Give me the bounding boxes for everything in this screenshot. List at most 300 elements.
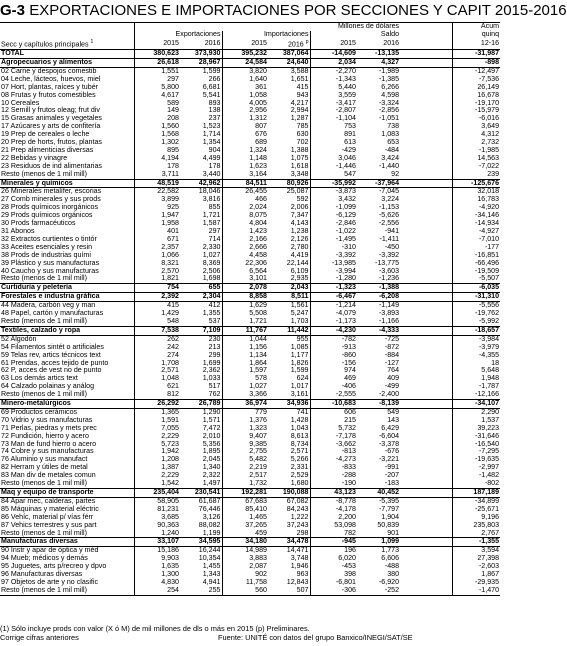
imports-2016-cell: 415 — [296, 82, 309, 91]
saldo-2016-cell: 6,606 — [381, 554, 400, 563]
acum-cell: -19,635 — [452, 456, 500, 464]
exports-2015-cell: 2,229 — [134, 433, 180, 441]
row-label: 63 Los demás artics text — [1, 374, 78, 383]
saldo-2015-cell: -1,343 — [310, 76, 357, 84]
exports-2016-cell: 2,304 — [180, 293, 222, 302]
imports-2016-cell: 1,599 — [290, 366, 309, 375]
exports-2015-cell: 2,357 — [134, 244, 180, 252]
saldo-2016-cell: -499 — [384, 382, 400, 391]
imports-2016-cell: 741 — [296, 407, 309, 416]
saldo-2016-cell: -1,236 — [357, 275, 400, 283]
imports-2015-cell: 9,407 — [222, 433, 268, 441]
saldo-2015-cell: -813 — [310, 448, 357, 456]
saldo-2015-cell: -35,992 — [310, 179, 357, 188]
imports-2016-cell: 7,347 — [290, 211, 309, 220]
row-label: 96 Manufacturas diversas — [1, 570, 83, 579]
exports-2015-cell: 274 — [134, 352, 180, 360]
row-label: 64 Calzado polainas y análog — [1, 382, 95, 391]
saldo-2015-cell: 196 — [310, 547, 357, 555]
imports-2015-cell: 2,166 — [222, 236, 268, 244]
exports-2016-cell: 34,595 — [180, 538, 222, 547]
source-note: Fuente: UNITÉ con datos del grupo Banxico/INEGI/SAT/SE — [218, 633, 413, 642]
saldo-2016-cell: -183 — [357, 480, 400, 488]
row-label: Resto (menos de 1 mil mill) — [0, 530, 134, 538]
acum-cell: 3,649 — [452, 123, 500, 131]
exports-2016-cell: 904 — [208, 145, 221, 154]
imports-2015-cell: 6,564 — [222, 268, 268, 276]
imports-2015-cell: 8,858 — [222, 293, 268, 302]
exports-2016-cell: 1,721 — [202, 211, 221, 220]
acum-cell: 1,948 — [452, 375, 500, 383]
acum-cell: 16,678 — [452, 92, 500, 100]
row-label: Resto (menos de 1 mil mill) — [0, 480, 134, 488]
acum-cell: 1,537 — [452, 417, 500, 425]
saldo-2016-cell: 653 — [387, 138, 400, 147]
imports-2016-cell: 1,075 — [290, 153, 309, 162]
exports-2016-cell: 230 — [208, 334, 221, 343]
row-label: 39 Plástico y sus manufacturas — [1, 258, 100, 267]
imports-2015-cell: 5,482 — [222, 456, 268, 464]
saldo-2016-cell: -207 — [384, 471, 400, 480]
imports-2015-cell: 1,597 — [222, 367, 268, 375]
acum-cell: 239 — [452, 171, 500, 179]
saldo-2016-cell: -7,045 — [378, 187, 400, 196]
acum-cell: 235,803 — [452, 522, 500, 530]
imports-2016-cell: 387,064 — [268, 50, 310, 59]
saldo-2016-cell: -3,221 — [378, 455, 400, 464]
saldo-2015-cell: 782 — [310, 530, 357, 538]
row-label: Resto (menos de 1 mil mill) — [0, 587, 134, 595]
row-label: 69 Productos cerámicos — [1, 407, 78, 416]
exports-2016-cell: 18,046 — [198, 187, 221, 196]
imports-header: Importaciones — [222, 31, 310, 39]
imports-2016-cell: 5,266 — [290, 455, 309, 464]
exports-2016-cell: 3,816 — [202, 195, 221, 204]
row-label: Manufacturas diversas — [0, 538, 134, 547]
saldo-2015-cell: -7,178 — [310, 433, 357, 441]
exports-2015-cell: 4,194 — [134, 155, 180, 163]
acum-cell: 3,594 — [452, 547, 500, 555]
acum-cell: 18 — [452, 360, 500, 368]
saldo-2016-cell: -488 — [384, 562, 400, 571]
exports-2016-cell: 237 — [208, 114, 221, 123]
exports-2015-cell: 15,186 — [134, 547, 180, 555]
imports-2015-cell: 2,517 — [222, 472, 268, 480]
exports-2015-cell: 1,635 — [134, 563, 180, 571]
imports-2016-cell: 14,471 — [286, 546, 309, 555]
acum-cell: 2,767 — [452, 530, 500, 538]
saldo-2016-cell: -1,388 — [357, 284, 400, 293]
acum-cell: 4,312 — [452, 131, 500, 139]
saldo-2015-cell: -3,994 — [310, 268, 357, 276]
exports-2015-cell: 1,551 — [134, 67, 180, 75]
exports-2016-cell: 5,356 — [202, 439, 221, 448]
exports-2015-cell: 297 — [134, 76, 180, 84]
acum-cell: -177 — [452, 244, 500, 252]
row-label: 28 Prods químicos inorgánicos — [1, 203, 98, 212]
saldo-2015-cell: -306 — [310, 587, 357, 595]
saldo-2016-cell: 6,429 — [381, 423, 400, 432]
acum-cell: -31,310 — [452, 293, 500, 302]
imports-2016-cell: 2,043 — [268, 284, 310, 293]
exports-2015-cell: 621 — [134, 383, 180, 391]
exports-2016-cell: 178 — [208, 161, 221, 170]
exports-2016-cell: 1,343 — [202, 570, 221, 579]
exports-2015-cell: 235,404 — [134, 489, 180, 498]
imports-2016-cell: 84,243 — [286, 504, 309, 513]
exports-2015-cell: 548 — [134, 318, 180, 326]
saldo-2015-cell: 53,098 — [310, 522, 357, 530]
saldo-2016-cell: 3,424 — [381, 153, 400, 162]
saldo-2016-cell: -2,856 — [378, 106, 400, 115]
exports-2015-cell: 48,519 — [134, 179, 180, 188]
saldo-2015-cell: -156 — [310, 360, 357, 368]
saldo-2016-cell: 1,904 — [381, 512, 400, 521]
acum-cell: 9,196 — [452, 514, 500, 522]
saldo-2015-cell: -1,280 — [310, 275, 357, 283]
acum-cell: -31,987 — [452, 50, 500, 59]
imports-2016-cell: 2,935 — [268, 275, 310, 283]
saldo-2015-cell: -190 — [310, 480, 357, 488]
imports-2016-cell: 12,843 — [286, 577, 309, 586]
footnote: (1) Sólo incluye prods con valor (X ó M) de mil millones de dls o más en 2015 (p) Preliminares. — [0, 624, 310, 633]
saldo-2015-cell: -1,495 — [310, 236, 357, 244]
exports-2015-cell: 812 — [134, 391, 180, 399]
imports-2015-cell: 466 — [222, 196, 268, 204]
saldo-2016-cell: -872 — [384, 342, 400, 351]
saldo-2016-cell: -1,149 — [378, 301, 400, 310]
resto-row — [0, 171, 500, 179]
imports-2015-cell: 560 — [222, 587, 268, 595]
imports-2016-cell: 34,936 — [268, 400, 310, 409]
acum-cell: -898 — [452, 58, 500, 67]
imports-2016-cell: 37,243 — [286, 520, 309, 529]
saldo-2015-cell: 6,020 — [310, 555, 357, 563]
row-label: 94 Mueb; médicos y demás — [1, 554, 88, 563]
row-label: 29 Prods químicos orgánicos — [1, 211, 93, 220]
saldo-2016-cell: -6,208 — [357, 293, 400, 302]
exports-2015-cell: 242 — [134, 344, 180, 352]
exports-2016-cell: 1,587 — [202, 219, 221, 228]
imports-2015-cell: 1,732 — [222, 480, 268, 488]
imports-2015-cell: 9,385 — [222, 441, 268, 449]
imports-2015-cell: 1,312 — [222, 115, 268, 123]
exports-2016-cell: 1,599 — [202, 66, 221, 75]
imports-2015-cell: 8,075 — [222, 212, 268, 220]
acum-cell: -802 — [452, 480, 500, 488]
exports-2016-cell: 255 — [180, 587, 222, 595]
row-label: 44 Madera, carbón veg y man — [1, 301, 96, 310]
imports-2016-cell: 2,331 — [290, 463, 309, 472]
saldo-2016-cell: 40,452 — [357, 489, 400, 498]
row-label: 07 Hort, plantas, raíces y tubér — [1, 82, 98, 91]
imports-2016-cell: 4,217 — [290, 98, 309, 107]
exports-2015-cell: 3,899 — [134, 196, 180, 204]
saldo-2016-cell: -8,139 — [357, 400, 400, 409]
exports-2016-cell: 655 — [180, 284, 222, 293]
row-label: TOTAL — [0, 50, 134, 59]
imports-2016-cell: 34,478 — [268, 538, 310, 547]
acum-cell: 2,732 — [452, 139, 500, 147]
imports-2016-cell: 3,161 — [268, 391, 310, 399]
saldo-2015-cell: -1,022 — [310, 228, 357, 236]
exports-2015-cell: 1,429 — [134, 310, 180, 318]
saldo-2015-cell: -2,555 — [310, 391, 357, 399]
imports-2016-cell: 3,348 — [268, 171, 310, 179]
year-2016-saldo: 2016 — [357, 39, 400, 50]
row-label: 86 Vehíc, material p/ vías férr — [1, 512, 94, 521]
exports-2015-cell: 589 — [134, 100, 180, 108]
row-label: 40 Caucho y sus manufacturas — [1, 266, 99, 275]
acum-cell: -5,992 — [452, 318, 500, 326]
row-label: Resto (menos de 1 mil mill) — [0, 275, 134, 283]
acum-cell: -14,934 — [452, 220, 500, 228]
exports-2015-cell: 671 — [134, 236, 180, 244]
saldo-2015-cell: -945 — [310, 538, 357, 547]
acum-cell: -7,010 — [452, 236, 500, 244]
saldo-header: Saldo — [310, 31, 400, 39]
saldo-2016-cell: -5,395 — [378, 496, 400, 505]
row-label: 83 Man div de metales comun — [1, 471, 96, 480]
acum-cell: 2,290 — [452, 408, 500, 416]
imports-2016-cell: 22,144 — [286, 258, 309, 267]
row-label: 21 Prep alimenticias diversas — [1, 145, 94, 154]
row-label: Minero-metalúrgicos — [0, 400, 134, 409]
row-label: 04 Leche, lácteos, huevos, miel — [1, 74, 101, 83]
acum-cell: -125,676 — [452, 179, 500, 188]
imports-2015-cell: 1,134 — [222, 352, 268, 360]
exports-2016-cell: 1,033 — [202, 374, 221, 383]
saldo-2015-cell: -3,417 — [310, 100, 357, 108]
imports-2016-cell: 24,640 — [268, 58, 310, 67]
imports-2015-cell: 1,027 — [222, 383, 268, 391]
saldo-2016-cell: -3,378 — [378, 439, 400, 448]
imports-2016-cell: 8,511 — [268, 293, 310, 302]
saldo-2016-cell: 1,083 — [381, 130, 400, 139]
imports-2015-cell: 395,232 — [222, 50, 268, 59]
exports-2015-cell: 1,365 — [134, 408, 180, 416]
exports-2016-cell: 1,571 — [202, 415, 221, 424]
acum-cell: -2,603 — [452, 563, 500, 571]
row-label: 61 Prendas, acces tejido de punto — [1, 358, 109, 367]
imports-2016-cell: 1,561 — [290, 301, 309, 310]
saldo-2015-cell: -2,846 — [310, 220, 357, 228]
saldo-2016-cell: -941 — [384, 227, 400, 236]
saldo-2015-cell: -1,173 — [310, 318, 357, 326]
row-label: 20 Prep de horts, frutos, plantas — [1, 138, 102, 147]
saldo-2015-cell: -453 — [310, 563, 357, 571]
exports-2016-cell: 1,523 — [202, 122, 221, 131]
imports-2015-cell: 807 — [222, 123, 268, 131]
exports-2016-cell: 2,506 — [202, 266, 221, 275]
imports-2015-cell: 2,956 — [222, 107, 268, 115]
exports-2015-cell: 2,570 — [134, 268, 180, 276]
exports-2015-cell: 5,723 — [134, 441, 180, 449]
imports-2015-cell: 1,629 — [222, 302, 268, 310]
acum-cell: 5,648 — [452, 367, 500, 375]
exports-2015-cell: 1,387 — [134, 464, 180, 472]
saldo-2015-cell: -4,230 — [310, 326, 357, 335]
exports-2015-cell: 149 — [134, 107, 180, 115]
exports-2016-cell: 2,330 — [202, 242, 221, 251]
imports-2015-cell: 2,666 — [222, 244, 268, 252]
exports-2015-cell: 26,618 — [134, 58, 180, 67]
exports-2015-cell: 925 — [134, 204, 180, 212]
saldo-2015-cell: -3,873 — [310, 188, 357, 196]
quinq-header: quinq — [452, 31, 500, 39]
imports-2015-cell: 67,683 — [222, 497, 268, 505]
saldo-2015-cell: -14,609 — [310, 50, 357, 59]
range-header: 12-16 — [452, 39, 500, 50]
exports-2015-cell: 1,958 — [134, 220, 180, 228]
saldo-2015-cell: 2,034 — [310, 58, 357, 67]
exports-2016-cell: 2,362 — [202, 366, 221, 375]
row-label: Forestales e industria gráfica — [0, 293, 134, 302]
saldo-2015-cell: -913 — [310, 344, 357, 352]
saldo-2016-cell: -6,920 — [378, 577, 400, 586]
row-label: 32 Extractos curtientes o tintór — [1, 234, 97, 243]
exports-2015-cell: 754 — [134, 284, 180, 293]
exports-2015-cell: 1,208 — [134, 456, 180, 464]
saldo-2016-cell: -13,775 — [375, 258, 400, 267]
exports-2015-cell: 1,302 — [134, 139, 180, 147]
row-label-header: Secc y capítulos principales $^1$ — [0, 39, 134, 50]
imports-2015-cell: 2,755 — [222, 448, 268, 456]
imports-2016-cell: 8,734 — [290, 439, 309, 448]
saldo-2015-cell: 613 — [310, 139, 357, 147]
exports-2016-cell: 7,109 — [180, 326, 222, 335]
imports-2016-cell: 1,826 — [290, 358, 309, 367]
acum-cell: -4,355 — [452, 352, 500, 360]
imports-2015-cell: 1,324 — [222, 147, 268, 155]
acum-cell: 27,398 — [452, 555, 500, 563]
acum-cell: 26,149 — [452, 84, 500, 92]
exports-2016-cell: 3,126 — [202, 512, 221, 521]
acum-cell: 39,223 — [452, 425, 500, 433]
imports-2016-cell: 1,287 — [290, 114, 309, 123]
saldo-2016-cell: -3,603 — [378, 266, 400, 275]
imports-2016-cell: 507 — [268, 587, 310, 595]
imports-2016-cell: 4,419 — [290, 250, 309, 259]
saldo-2016-cell: -884 — [384, 350, 400, 359]
imports-2015-cell: 2,024 — [222, 204, 268, 212]
exports-2015-cell: 7,055 — [134, 425, 180, 433]
saldo-2016-cell: -37,964 — [357, 179, 400, 188]
saldo-2015-cell: -1,099 — [310, 204, 357, 212]
acum-cell: -19,762 — [452, 310, 500, 318]
row-label: 85 Máquinas y material eléctric — [1, 504, 99, 513]
units-header: Millones de dólares — [134, 23, 400, 31]
exports-2016-cell: 1,199 — [180, 530, 222, 538]
row-label: 52 Algodón — [1, 334, 37, 343]
corrige-note: Corrige cifras anteriores — [0, 633, 79, 642]
saldo-2016-cell: -725 — [384, 334, 400, 343]
year-2015-saldo: 2015 — [310, 39, 357, 50]
acum-cell: -4,927 — [452, 228, 500, 236]
acum-cell: -66,496 — [452, 260, 500, 268]
imports-2015-cell: 1,864 — [222, 360, 268, 368]
exports-2015-cell: 58,905 — [134, 497, 180, 505]
table-body — [0, 23, 500, 596]
year-2015-imports: 2015 — [222, 39, 268, 50]
exports-2016-cell: 1,497 — [180, 480, 222, 488]
exports-2015-cell: 5,800 — [134, 84, 180, 92]
imports-2015-cell: 3,101 — [222, 275, 268, 283]
saldo-2015-cell: -1,104 — [310, 115, 357, 123]
saldo-2016-cell: -991 — [384, 463, 400, 472]
row-label: 84 Apar mec, calderas, partes — [1, 496, 96, 505]
exports-2016-cell: 537 — [180, 318, 222, 326]
acum-cell: -1,470 — [452, 587, 500, 595]
saldo-2015-cell: -1,214 — [310, 302, 357, 310]
saldo-2016-cell: -1,411 — [379, 234, 400, 243]
saldo-2015-cell: 753 — [310, 123, 357, 131]
exports-2015-cell: 262 — [134, 335, 180, 343]
saldo-2016-cell: 1,099 — [357, 538, 400, 547]
imports-2016-cell: 4,143 — [290, 219, 309, 228]
imports-2016-cell: 1,680 — [268, 480, 310, 488]
exports-2015-cell: 1,542 — [134, 480, 180, 488]
acum-cell: -6,035 — [452, 284, 500, 293]
year-2016p-imports: 2016 $^p$ — [268, 39, 310, 50]
imports-2015-cell: 84,511 — [222, 179, 268, 188]
saldo-2015-cell: -2,270 — [310, 67, 357, 75]
imports-2016-cell: 25,087 — [286, 187, 309, 196]
saldo-2016-cell: 1,773 — [381, 546, 400, 555]
row-label: 38 Prods de industrias quími — [1, 250, 91, 259]
acum-cell: -16,851 — [452, 252, 500, 260]
imports-2015-cell: 1,058 — [222, 92, 268, 100]
imports-2015-cell: 1,156 — [222, 344, 268, 352]
row-label: 10 Cereales — [1, 98, 40, 107]
saldo-2015-cell: 891 — [310, 131, 357, 139]
imports-2015-cell: 5,508 — [222, 310, 268, 318]
imports-2016-cell: 702 — [296, 138, 309, 147]
acum-cell: 16,783 — [452, 196, 500, 204]
saldo-2015-cell: 974 — [310, 367, 357, 375]
row-label: Maq y equipo de transporte — [0, 489, 134, 498]
saldo-2015-cell: -310 — [310, 244, 357, 252]
exports-2015-cell: 1,560 — [134, 123, 180, 131]
imports-2016-cell: 1,017 — [290, 382, 309, 391]
exports-2016-cell: 230,541 — [180, 489, 222, 498]
year-2015-exports: 2015 — [134, 39, 180, 50]
imports-2016-cell: 2,006 — [290, 203, 309, 212]
exports-2015-cell: 4,617 — [134, 92, 180, 100]
acum-cell: -29,935 — [452, 579, 500, 587]
imports-2015-cell: 3,164 — [222, 171, 268, 179]
imports-2015-cell: 1,640 — [222, 76, 268, 84]
exports-2015-cell: 1,300 — [134, 571, 180, 579]
exports-2016-cell: 297 — [208, 227, 221, 236]
saldo-2015-cell: 5,732 — [310, 425, 357, 433]
row-label: 48 Papel, cartón y manufacturas — [1, 309, 104, 318]
row-label: 27 Comb minerales y sus prods — [1, 195, 101, 204]
saldo-2016-cell: 4,598 — [381, 90, 400, 99]
imports-2016-cell: 80,926 — [268, 179, 310, 188]
acum-cell: -18,657 — [452, 326, 500, 335]
exports-2016-cell: 10,354 — [198, 554, 221, 563]
footnote-2 — [0, 633, 500, 642]
imports-2015-cell: 1,623 — [222, 163, 268, 171]
row-label: 70 Vidrio y sus manufacturas — [1, 415, 93, 424]
acum-cell: -19,170 — [452, 100, 500, 108]
saldo-2015-cell: 547 — [310, 171, 357, 179]
saldo-2015-cell: -4,273 — [310, 456, 357, 464]
exports-2016-cell: 88,082 — [198, 520, 221, 529]
acum-cell: -7,295 — [452, 448, 500, 456]
row-label: 90 Instr y apar de óptica y méd — [1, 546, 99, 555]
